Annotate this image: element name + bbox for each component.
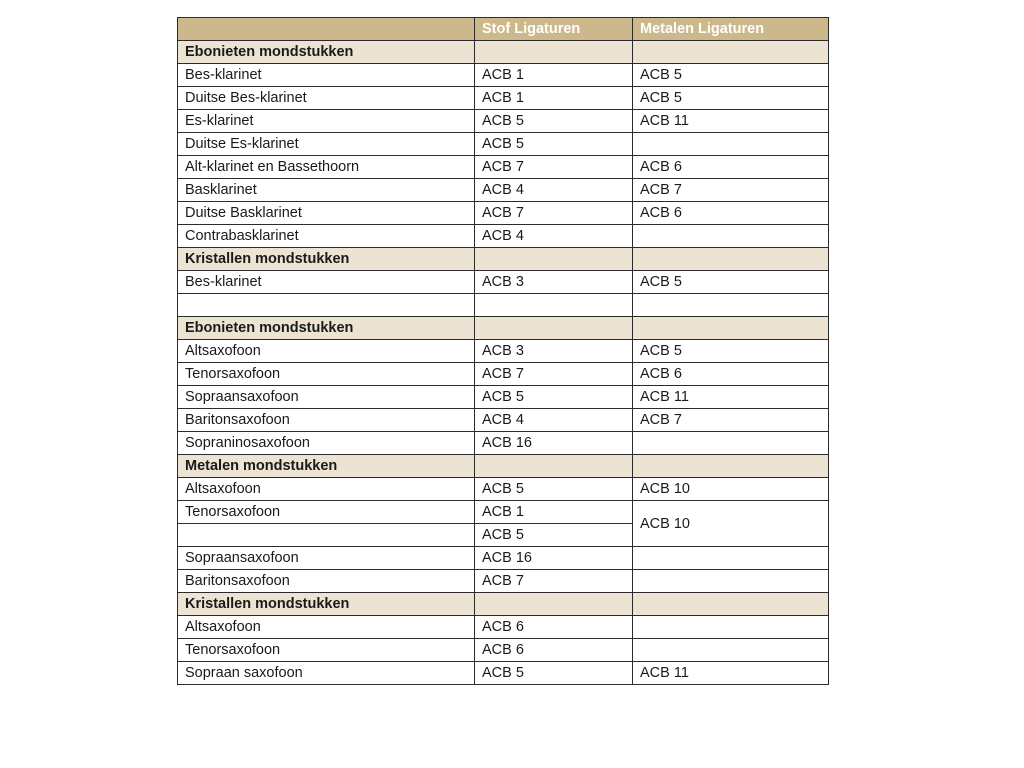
table-header-row: [178, 18, 829, 41]
table-row: [178, 547, 829, 570]
metalen-ligatuur-cell: ACB 5: [633, 64, 829, 87]
stof-ligatuur-cell: ACB 5: [475, 478, 633, 501]
instrument-cell: Bes-klarinet: [178, 64, 475, 87]
stof-ligatuur-cell: ACB 5: [475, 386, 633, 409]
header-instrument: [178, 18, 475, 41]
stof-ligatuur-cell: [475, 294, 633, 317]
metalen-ligatuur-cell: ACB 6: [633, 202, 829, 225]
table-row: [178, 294, 829, 317]
section-row: [178, 317, 829, 340]
instrument-cell: Altsaxofoon: [178, 340, 475, 363]
instrument-cell: Bes-klarinet: [178, 271, 475, 294]
metalen-ligatuur-cell: ACB 7: [633, 409, 829, 432]
stof-ligatuur-cell: ACB 4: [475, 409, 633, 432]
metalen-ligatuur-cell: ACB 10: [633, 501, 829, 547]
stof-ligatuur-cell: ACB 1: [475, 501, 633, 524]
instrument-cell: Tenorsaxofoon: [178, 639, 475, 662]
stof-ligatuur-cell: ACB 5: [475, 662, 633, 685]
instrument-cell: Altsaxofoon: [178, 616, 475, 639]
instrument-cell: Contrabasklarinet: [178, 225, 475, 248]
instrument-cell: Duitse Bes-klarinet: [178, 87, 475, 110]
stof-ligatuur-cell: ACB 5: [475, 133, 633, 156]
stof-ligatuur-cell: ACB 5: [475, 110, 633, 133]
stof-ligatuur-cell: ACB 1: [475, 87, 633, 110]
metalen-ligatuur-cell: [633, 432, 829, 455]
section-title: Kristallen mondstukken: [178, 593, 475, 616]
table-row: [178, 616, 829, 639]
stof-ligatuur-cell: ACB 6: [475, 616, 633, 639]
stof-ligatuur-cell: ACB 16: [475, 432, 633, 455]
table-row: [178, 87, 829, 110]
table-row: [178, 432, 829, 455]
metalen-ligatuur-cell: [633, 41, 829, 64]
section-title: Ebonieten mondstukken: [178, 41, 475, 64]
instrument-cell: Sopraan saxofoon: [178, 662, 475, 685]
header-metalen-ligaturen: Metalen Ligaturen: [633, 18, 829, 41]
metalen-ligatuur-cell: ACB 11: [633, 662, 829, 685]
metalen-ligatuur-cell: ACB 5: [633, 271, 829, 294]
table-row: [178, 110, 829, 133]
stof-ligatuur-cell: ACB 16: [475, 547, 633, 570]
instrument-cell: Basklarinet: [178, 179, 475, 202]
table-row: [178, 478, 829, 501]
instrument-cell: [178, 294, 475, 317]
table-row: [178, 639, 829, 662]
instrument-cell: Duitse Basklarinet: [178, 202, 475, 225]
metalen-ligatuur-cell: [633, 133, 829, 156]
metalen-ligatuur-cell: [633, 639, 829, 662]
section-title: Kristallen mondstukken: [178, 248, 475, 271]
table-row: [178, 225, 829, 248]
header-stof-ligaturen: Stof Ligaturen: [475, 18, 633, 41]
instrument-cell: Sopraninosaxofoon: [178, 432, 475, 455]
metalen-ligatuur-cell: ACB 6: [633, 363, 829, 386]
stof-ligatuur-cell: ACB 7: [475, 202, 633, 225]
section-row: [178, 593, 829, 616]
section-row: [178, 248, 829, 271]
instrument-cell: Tenorsaxofoon: [178, 363, 475, 386]
stof-ligatuur-cell: ACB 1: [475, 64, 633, 87]
metalen-ligatuur-cell: ACB 6: [633, 156, 829, 179]
table-row: [178, 179, 829, 202]
instrument-cell: [178, 524, 475, 547]
instrument-cell: Baritonsaxofoon: [178, 570, 475, 593]
section-title: Metalen mondstukken: [178, 455, 475, 478]
metalen-ligatuur-cell: [633, 570, 829, 593]
metalen-ligatuur-cell: [633, 616, 829, 639]
section-row: [178, 455, 829, 478]
table-row: [178, 271, 829, 294]
table-row: [178, 202, 829, 225]
metalen-ligatuur-cell: ACB 7: [633, 179, 829, 202]
instrument-cell: Sopraansaxofoon: [178, 547, 475, 570]
table-row: [178, 363, 829, 386]
metalen-ligatuur-cell: ACB 11: [633, 110, 829, 133]
stof-ligatuur-cell: ACB 4: [475, 225, 633, 248]
table-row: [178, 501, 829, 524]
table-row: [178, 156, 829, 179]
instrument-cell: Alt-klarinet en Bassethoorn: [178, 156, 475, 179]
metalen-ligatuur-cell: ACB 5: [633, 87, 829, 110]
instrument-cell: Baritonsaxofoon: [178, 409, 475, 432]
metalen-ligatuur-cell: [633, 593, 829, 616]
stof-ligatuur-cell: ACB 7: [475, 156, 633, 179]
metalen-ligatuur-cell: [633, 294, 829, 317]
stof-ligatuur-cell: [475, 317, 633, 340]
metalen-ligatuur-cell: ACB 11: [633, 386, 829, 409]
stof-ligatuur-cell: ACB 3: [475, 271, 633, 294]
stof-ligatuur-cell: [475, 455, 633, 478]
metalen-ligatuur-cell: [633, 225, 829, 248]
stof-ligatuur-cell: [475, 593, 633, 616]
instrument-cell: Duitse Es-klarinet: [178, 133, 475, 156]
table-body: [178, 18, 829, 685]
instrument-cell: Es-klarinet: [178, 110, 475, 133]
stof-ligatuur-cell: ACB 6: [475, 639, 633, 662]
instrument-cell: Tenorsaxofoon: [178, 501, 475, 524]
table-row: [178, 570, 829, 593]
stof-ligatuur-cell: ACB 4: [475, 179, 633, 202]
metalen-ligatuur-cell: [633, 317, 829, 340]
section-row: [178, 41, 829, 64]
metalen-ligatuur-cell: ACB 10: [633, 478, 829, 501]
stof-ligatuur-cell: ACB 7: [475, 363, 633, 386]
stof-ligatuur-cell: ACB 3: [475, 340, 633, 363]
metalen-ligatuur-cell: [633, 248, 829, 271]
table-row: [178, 64, 829, 87]
instrument-cell: Sopraansaxofoon: [178, 386, 475, 409]
section-title: Ebonieten mondstukken: [178, 317, 475, 340]
stof-ligatuur-cell: [475, 248, 633, 271]
table-row: [178, 386, 829, 409]
metalen-ligatuur-cell: [633, 547, 829, 570]
stof-ligatuur-cell: [475, 41, 633, 64]
stof-ligatuur-cell: ACB 5: [475, 524, 633, 547]
ligature-table: [177, 17, 829, 685]
table-row: [178, 662, 829, 685]
table-row: [178, 340, 829, 363]
instrument-cell: Altsaxofoon: [178, 478, 475, 501]
metalen-ligatuur-cell: [633, 455, 829, 478]
table-row: [178, 409, 829, 432]
table-row: [178, 133, 829, 156]
metalen-ligatuur-cell: ACB 5: [633, 340, 829, 363]
stof-ligatuur-cell: ACB 7: [475, 570, 633, 593]
